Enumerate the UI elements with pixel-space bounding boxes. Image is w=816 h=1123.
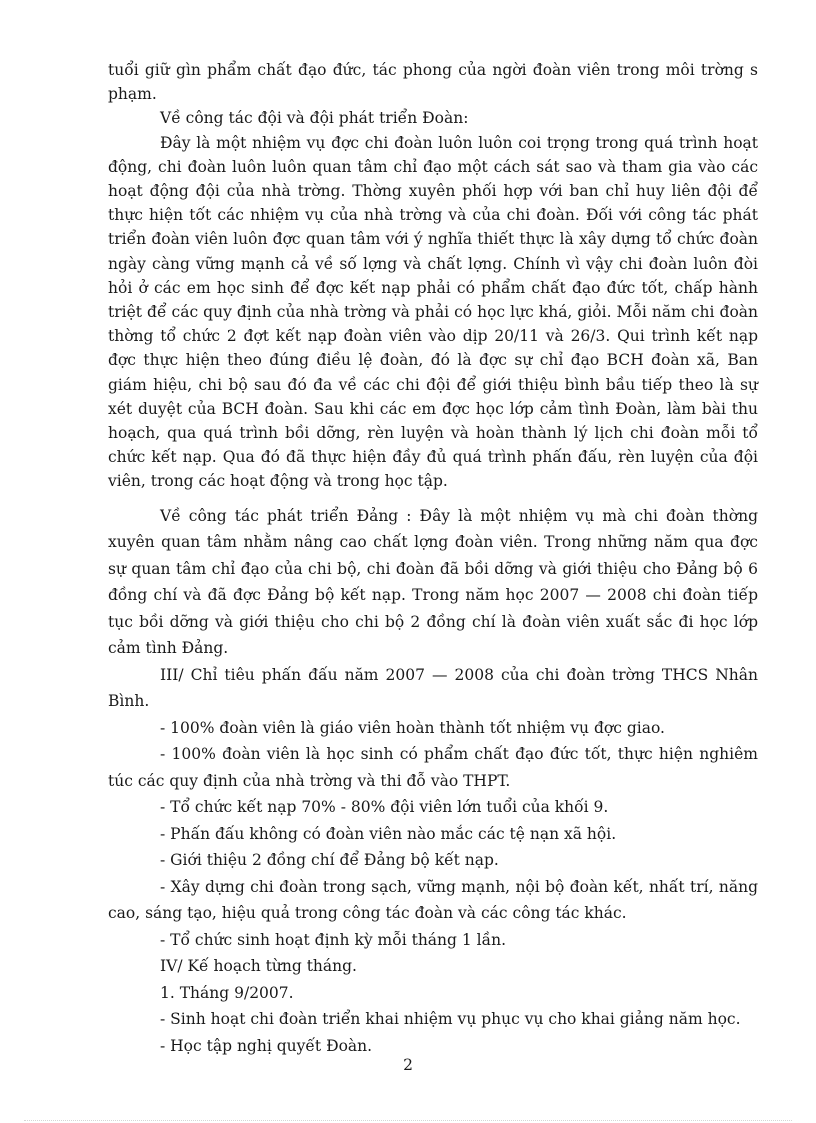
page-bottom-divider bbox=[24, 1120, 792, 1121]
document-page bbox=[108, 58, 758, 1059]
section-heading: III/ Chỉ tiêu phấn đấu năm 2007 — 2008 của chi đoàn trờng THCS Nhân Bình. bbox=[108, 665, 758, 711]
paragraph: tuổi giữ gìn phẩm chất đạo đức, tác phong của ngời đoàn viên trong môi trờng s phạm. bbox=[108, 61, 758, 104]
page-number: 2 bbox=[403, 1056, 413, 1074]
list-item: - Tổ chức sinh hoạt định kỳ mỗi tháng 1 lần. bbox=[160, 930, 507, 949]
section-heading: Về công tác đội và đội phát triển Đoàn: bbox=[160, 109, 469, 128]
list-item: - Giới thiệu 2 đồng chí để Đảng bộ kết nạp. bbox=[160, 851, 499, 870]
sub-heading: 1. Tháng 9/2007. bbox=[160, 983, 294, 1002]
list-item: - Phấn đấu không có đoàn viên nào mắc các tệ nạn xã hội. bbox=[160, 824, 617, 843]
list-item: - Tổ chức kết nạp 70% - 80% đội viên lớn tuổi của khối 9. bbox=[160, 798, 609, 817]
list-item: - 100% đoàn viên là học sinh có phẩm chất đạo đức tốt, thực hiện nghiêm túc các quy định của nhà trờng và thi đỗ vào THPT. bbox=[108, 745, 758, 790]
list-item: - Sinh hoạt chi đoàn triển khai nhiệm vụ phục vụ cho khai giảng năm học. bbox=[160, 1010, 741, 1029]
paragraph: Về công tác phát triển Đảng : Đây là một nhiệm vụ mà chi đoàn thờng xuyên quan tâm nhằm nâng cao chất lợng đoàn viên. Trong những năm qua đợc sự quan tâm chỉ đạo của chi bộ, chi đoàn đã bồi dỡng và giới thiệu cho Đảng bộ 6 đồng chí và đã đợc Đảng bộ kết nạp. Trong năm học 2007 — 2008 chi đoàn tiếp tục bồi dỡng và giới thiệu cho chi bộ 2 đồng chí là đoàn viên xuất sắc đi học lớp cảm tình Đảng. bbox=[108, 506, 758, 658]
list-item: - Xây dựng chi đoàn trong sạch, vững mạnh, nội bộ đoàn kết, nhất trí, năng cao, sáng tạo, hiệu quả trong công tác đoàn và các công tác khác. bbox=[108, 877, 758, 923]
section-heading: IV/ Kế hoạch từng tháng. bbox=[160, 957, 357, 976]
list-item: - Học tập nghị quyết Đoàn. bbox=[160, 1036, 373, 1055]
paragraph: Đây là một nhiệm vụ đợc chi đoàn luôn luôn coi trọng trong quá trình hoạt động, chi đoàn luôn luôn quan tâm chỉ đạo một cách sát sao và tham gia vào các hoạt động đội của nhà trờng. Thờng xuyên phối hợp với ban chỉ huy liên đội để thực hiện tốt các nhiệm vụ của nhà trờng và của chi đoàn. Đối với công tác phát triển đoàn viên luôn đợc quan tâm với ý nghĩa thiết thực là xây dựng tổ chức đoàn ngày càng vững mạnh cả về số lợng và chất lợng. Chính vì vậy chi đoàn luôn đòi hỏi ở các em học sinh để đợc kết nạp phải có phẩm chất đạo đức tốt, chấp hành triệt để các quy định của nhà trờng và phải có học lực khá, giỏi. Mỗi năm chi đoàn thờng tổ chức 2 đợt kết nạp đoàn viên vào dịp 20/11 và 26/3. Qui trình kết nạp đợc thực hiện theo đúng điều lệ đoàn, đó là đợc sự chỉ đạo BCH đoàn xã, Ban giám hiệu, chi bộ sau đó đa về các chi đội để giới thiệu bình bầu tiếp theo là sự xét duyệt của BCH đoàn. Sau khi các em đợc học lớp cảm tình Đoàn, làm bài thu hoạch, qua quá trình bồi dỡng, rèn luyện và hoàn thành lý lịch chi đoàn mỗi tổ chức kết nạp. Qua đó đã thực hiện đầy đủ quá trình phấn đấu, rèn luyện của đội viên, trong các hoạt động và trong học tập. bbox=[108, 133, 758, 491]
list-item: - 100% đoàn viên là giáo viên hoàn thành tốt nhiệm vụ đợc giao. bbox=[160, 718, 665, 737]
